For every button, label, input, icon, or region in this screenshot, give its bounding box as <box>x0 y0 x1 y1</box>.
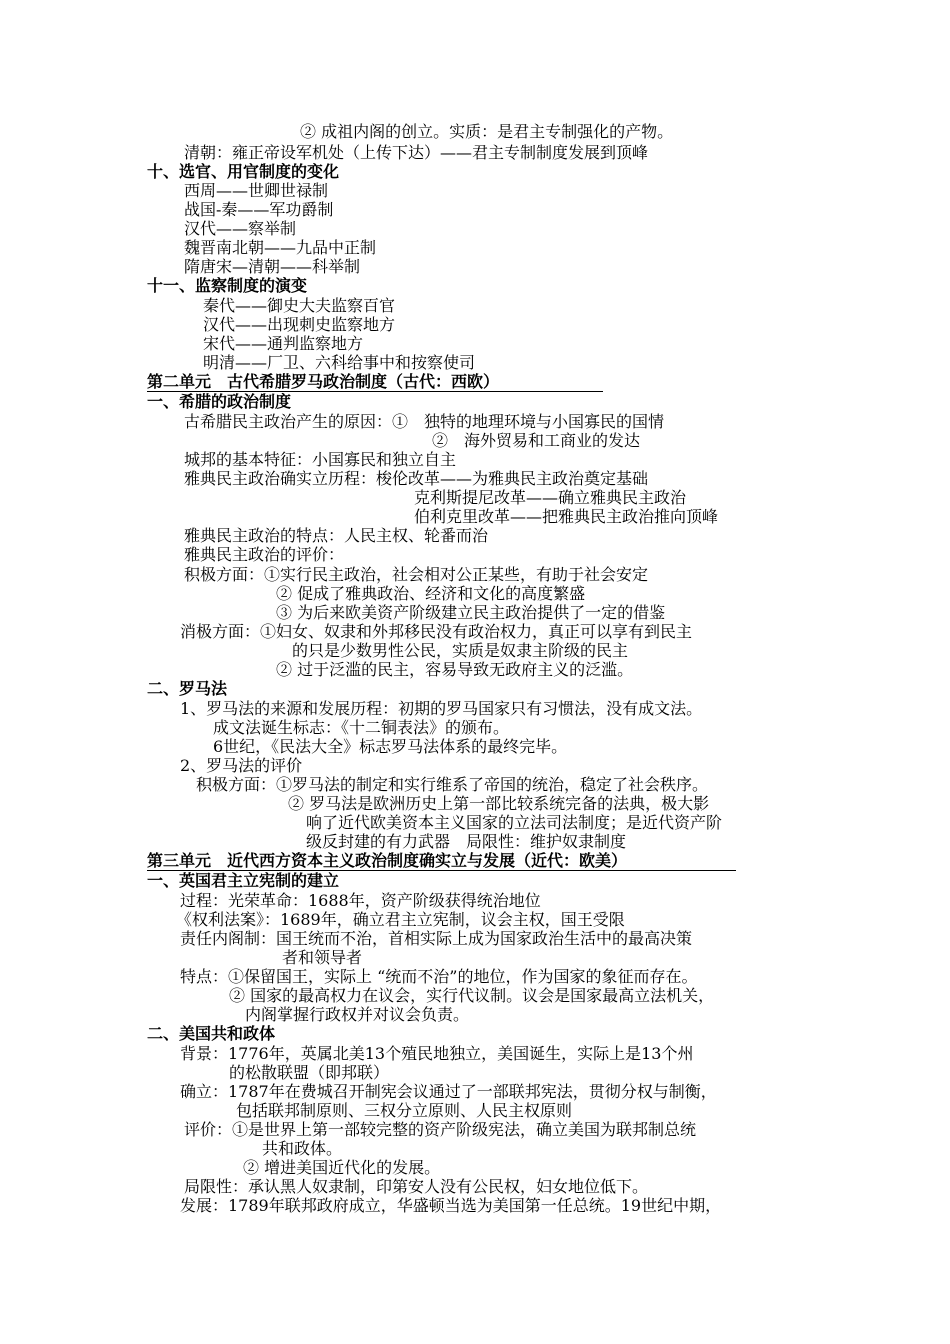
text-line: 汉代——出现刺史监察地方 <box>203 315 396 334</box>
text-line: 积极方面：①罗马法的制定和实行维系了帝国的统治，稳定了社会秩序。 <box>196 775 709 794</box>
text-line: 雅典民主政治的评价： <box>184 545 345 564</box>
text-line: 成文法诞生标志：《十二铜表法》的颁布。 <box>213 718 510 737</box>
text-line: ③ 为后来欧美资产阶级建立民主政治提供了一定的借鉴 <box>276 603 666 622</box>
text-line: 责任内阁制：国王统而不治，首相实际上成为国家政治生活中的最高决策 <box>180 929 693 948</box>
section-heading: 一、希腊的政治制度 <box>147 392 292 411</box>
text-line: 秦代——御史大夫监察百官 <box>203 296 396 315</box>
text-line: 城邦的基本特征：小国寡民和独立自主 <box>184 450 457 469</box>
text-line: 响了近代欧美资本主义国家的立法司法制度；是近代资产阶 <box>306 813 723 832</box>
section-heading: 十、选官、用官制度的变化 <box>147 162 340 181</box>
text-line: 特点：①保留国王，实际上 “统而不治”的地位，作为国家的象征而存在。 <box>180 967 698 986</box>
text-line: 2、罗马法的评价 <box>180 756 303 775</box>
text-line: 过程：光荣革命：1688年，资产阶级获得统治地位 <box>180 891 541 910</box>
text-line: 隋唐宋—清朝——科举制 <box>184 257 361 276</box>
text-line: 伯利克里改革——把雅典民主政治推向顶峰 <box>414 507 719 526</box>
text-line: ② 罗马法是欧洲历史上第一部比较系统完备的法典，极大影 <box>288 794 710 813</box>
text-line: 宋代——通判监察地方 <box>203 334 364 353</box>
text-line: 克利斯提尼改革——确立雅典民主政治 <box>414 488 687 507</box>
text-line: 清朝：雍正帝设军机处（上传下达）——君主专制制度发展到顶峰 <box>184 143 649 162</box>
text-line: ② 增进美国近代化的发展。 <box>243 1158 441 1177</box>
unit-heading: 第三单元 近代西方资本主义政治制度确实立与发展（近代：欧美） <box>147 851 628 870</box>
text-line: 确立：1787年在费城召开制宪会议通过了一部联邦宪法，贯彻分权与制衡， <box>180 1082 717 1101</box>
text-line: ② 国家的最高权力在议会，实行代议制。议会是国家最高立法机关， <box>229 986 715 1005</box>
text-line: 古希腊民主政治产生的原因：① 独特的地理环境与小国寡民的国情 <box>184 412 665 431</box>
text-line: 背景：1776年，英属北美13个殖民地独立，美国诞生，实际上是13个州 <box>180 1044 694 1063</box>
text-line: 积极方面：①实行民主政治，社会相对公正某些，有助于社会安定 <box>184 565 649 584</box>
text-line: ② 促成了雅典政治、经济和文化的高度繁盛 <box>276 584 586 603</box>
text-line: 发展：1789年联邦政府成立，华盛顿当选为美国第一任总统。19世纪中期， <box>180 1196 722 1215</box>
section-heading: 二、罗马法 <box>147 679 228 698</box>
text-line: 内阁掌握行政权并对议会负责。 <box>245 1005 470 1024</box>
text-line: ② 成祖内阁的创立。实质：是君主专制强化的产物。 <box>300 122 674 141</box>
text-line: 战国-秦——军功爵制 <box>184 200 334 219</box>
text-line: 者和领导者 <box>282 948 363 967</box>
text-line: 共和政体。 <box>262 1139 343 1158</box>
text-line: 雅典民主政治确实立历程：梭伦改革——为雅典民主政治奠定基础 <box>184 469 649 488</box>
section-heading: 一、英国君主立宪制的建立 <box>147 871 340 890</box>
text-line: 6世纪，《民法大全》标志罗马法体系的最终完毕。 <box>213 737 568 756</box>
text-line: 局限性：承认黑人奴隶制，印第安人没有公民权，妇女地位低下。 <box>184 1177 649 1196</box>
text-line: 汉代——察举制 <box>184 219 297 238</box>
text-line: 西周——世卿世禄制 <box>184 181 329 200</box>
unit-heading: 第二单元 古代希腊罗马政治制度（古代：西欧） <box>147 372 500 391</box>
section-heading: 二、美国共和政体 <box>147 1024 276 1043</box>
text-line: ② 过于泛滥的民主，容易导致无政府主义的泛滥。 <box>276 660 634 679</box>
section-heading: 十一、监察制度的演变 <box>147 276 308 295</box>
text-line: 包括联邦制原则、三权分立原则、人民主权原则 <box>236 1101 573 1120</box>
text-line: 雅典民主政治的特点：人民主权、轮番而治 <box>184 526 489 545</box>
text-line: 的松散联盟（即邦联） <box>229 1063 390 1082</box>
text-line: 评价：①是世界上第一部较完整的资产阶级宪法，确立美国为联邦制总统 <box>184 1120 697 1139</box>
text-line: 《权利法案》：1689年，确立君主立宪制，议会主权，国王受限 <box>176 910 625 929</box>
text-line: 的只是少数男性公民，实质是奴隶主阶级的民主 <box>292 641 629 660</box>
text-line: 魏晋南北朝——九品中正制 <box>184 238 377 257</box>
text-line: 级反封建的有力武器 局限性：维护奴隶制度 <box>306 832 627 851</box>
text-line: ② 海外贸易和工商业的发达 <box>432 431 641 450</box>
text-line: 消极方面：①妇女、奴隶和外邦移民没有政治权力，真正可以享有到民主 <box>180 622 693 641</box>
text-line: 明清——厂卫、六科给事中和按察使司 <box>203 353 476 372</box>
text-line: 1、罗马法的来源和发展历程：初期的罗马国家只有习惯法，没有成文法。 <box>180 699 703 718</box>
